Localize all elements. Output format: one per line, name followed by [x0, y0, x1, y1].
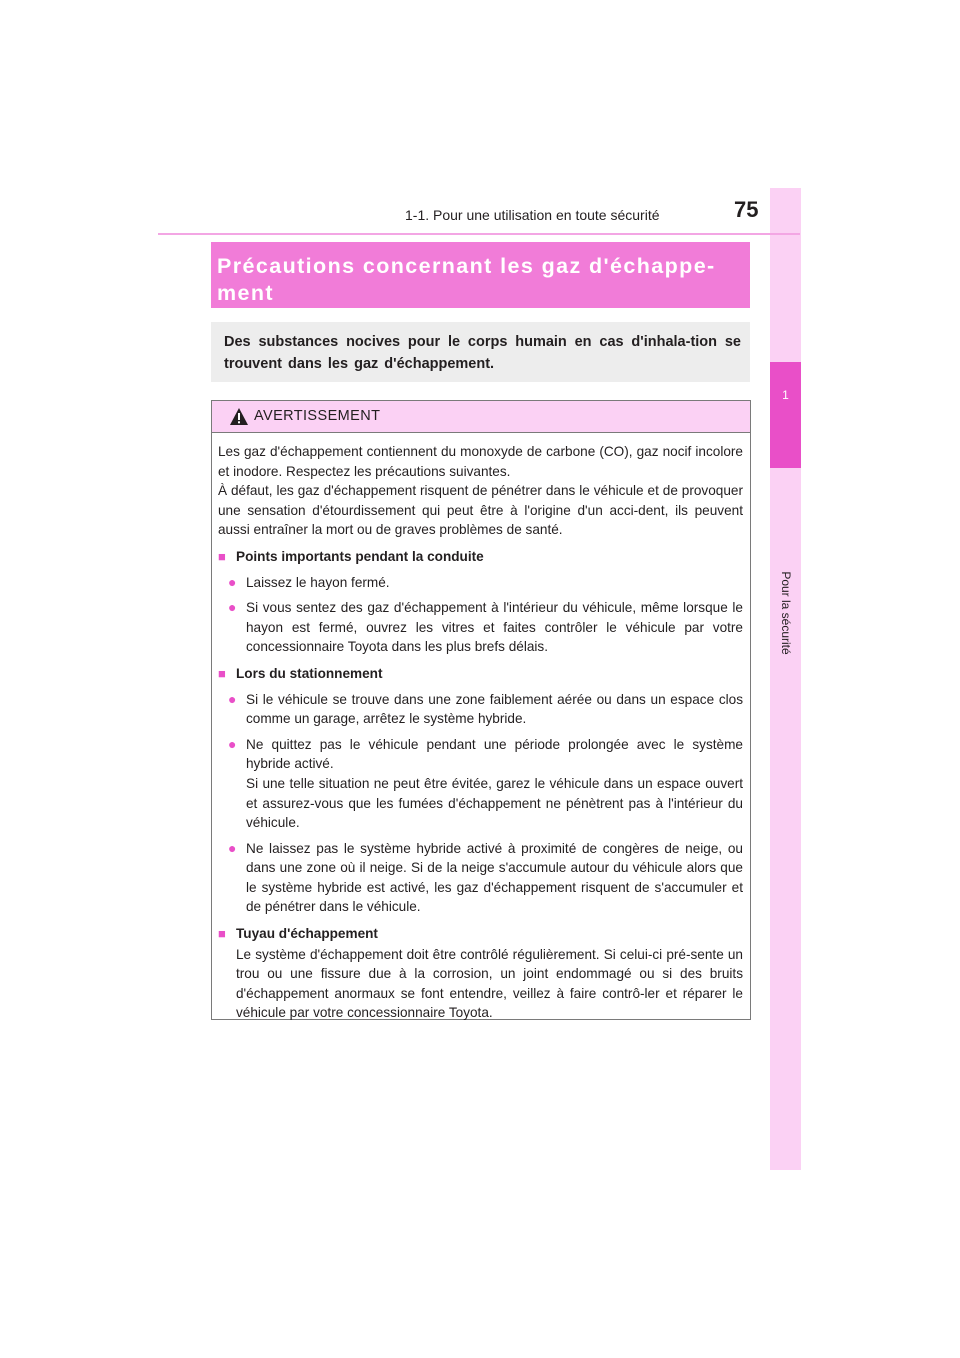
side-section-label: Pour la sécurité [779, 571, 793, 655]
section-title-box [211, 242, 750, 308]
square-bullet-icon: ■ [218, 548, 226, 564]
circle-bullet-icon: ● [228, 839, 237, 856]
chapter-block [770, 362, 801, 468]
warning-intro-2: À défaut, les gaz d'échappement risquent de pénétrer dans le véhicule et de provoquer une sensation d'étourdissement qui peut être à l'origine d'un acci-dent, ils peuvent aussi entraîner la mort ou de graves problèmes de santé. [218, 483, 743, 538]
heading-driving [218, 547, 743, 567]
heading-driving-text: Points importants pendant la conduite [236, 548, 484, 564]
exhaust-pipe-text: Le système d'échappement doit être contrôlé régulièrement. Si celui-ci pré-sente un trou ou une fissure due à la corrosion, un joint endommagé ou si des bruits d'échappement anormaux se font entendre, veillez à faire contrô-ler et réparer le véhicule par votre concessionnaire Toyota. [236, 946, 743, 1021]
list-item-text-line: Si une telle situation ne peut être évitée, garez le véhicule dans un espace ouvert et assurez-vous que les fumées d'échappement ne pénètrent pas à l'intérieur du véhicule. [246, 775, 743, 831]
circle-bullet-icon: ● [228, 735, 237, 752]
list-item [228, 839, 743, 917]
header-rule [158, 233, 800, 235]
circle-bullet-icon: ● [228, 690, 237, 707]
intro-text: Des substances nocives pour le corps humain en cas d'inhala-tion se trouvent dans les gaz d'échappement. [224, 334, 741, 372]
list-item [228, 573, 743, 593]
page-number: 75 [734, 197, 759, 222]
list-item-text: Si vous sentez des gaz d'échappement à l'intérieur du véhicule, même lorsque le hayon est fermé, ouvrez les vitres et faites contrôler le véhicule par votre concessionnaire Toyota dans les plus brefs délais. [246, 600, 743, 655]
side-tab [770, 188, 801, 1170]
heading-parking [218, 664, 743, 684]
list-item [228, 690, 743, 729]
list-item-text [246, 735, 743, 833]
list-item-text: Laissez le hayon fermé. [246, 574, 390, 590]
warning-intro-1: Les gaz d'échappement contiennent du monoxyde de carbone (CO), gaz nocif incolore et inodore. Respectez les précautions suivantes. [218, 444, 743, 479]
warning-body [212, 433, 750, 1023]
square-bullet-icon: ■ [218, 926, 226, 942]
square-bullet-icon: ■ [218, 665, 226, 681]
warning-title: AVERTISSEMENT [254, 408, 381, 424]
running-header: 1-1. Pour une utilisation en toute sécurité [405, 207, 660, 223]
list-item-text: Ne laissez pas le système hybride activé à proximité de congères de neige, ou dans une zone où il neige. Si de la neige s'accumule autour du véhicule alors que le système hybride est activé, les gaz d'échappement risquent de s'accumuler et de pénétrer dans le véhicule. [246, 840, 743, 915]
list-item-text-line: Ne quittez pas le véhicule pendant une période prolongée avec le système hybride activé. [246, 736, 743, 772]
heading-exhaust-pipe-text: Tuyau d'échappement [236, 926, 378, 942]
circle-bullet-icon: ● [228, 573, 237, 590]
circle-bullet-icon: ● [228, 599, 237, 616]
section-title: Précautions concernant les gaz d'échappe-ment [217, 254, 716, 305]
warning-header [212, 401, 750, 433]
intro-box [211, 322, 750, 382]
chapter-number: 1 [782, 388, 789, 402]
warning-box [211, 400, 751, 1020]
list-item-text: Si le véhicule se trouve dans une zone faiblement aérée ou dans un espace clos comme un garage, arrêtez le système hybride. [246, 691, 743, 727]
heading-exhaust-pipe [218, 924, 743, 944]
list-item [228, 598, 743, 657]
warning-triangle-icon [229, 407, 249, 426]
heading-parking-text: Lors du stationnement [236, 665, 383, 681]
list-item [228, 735, 743, 833]
